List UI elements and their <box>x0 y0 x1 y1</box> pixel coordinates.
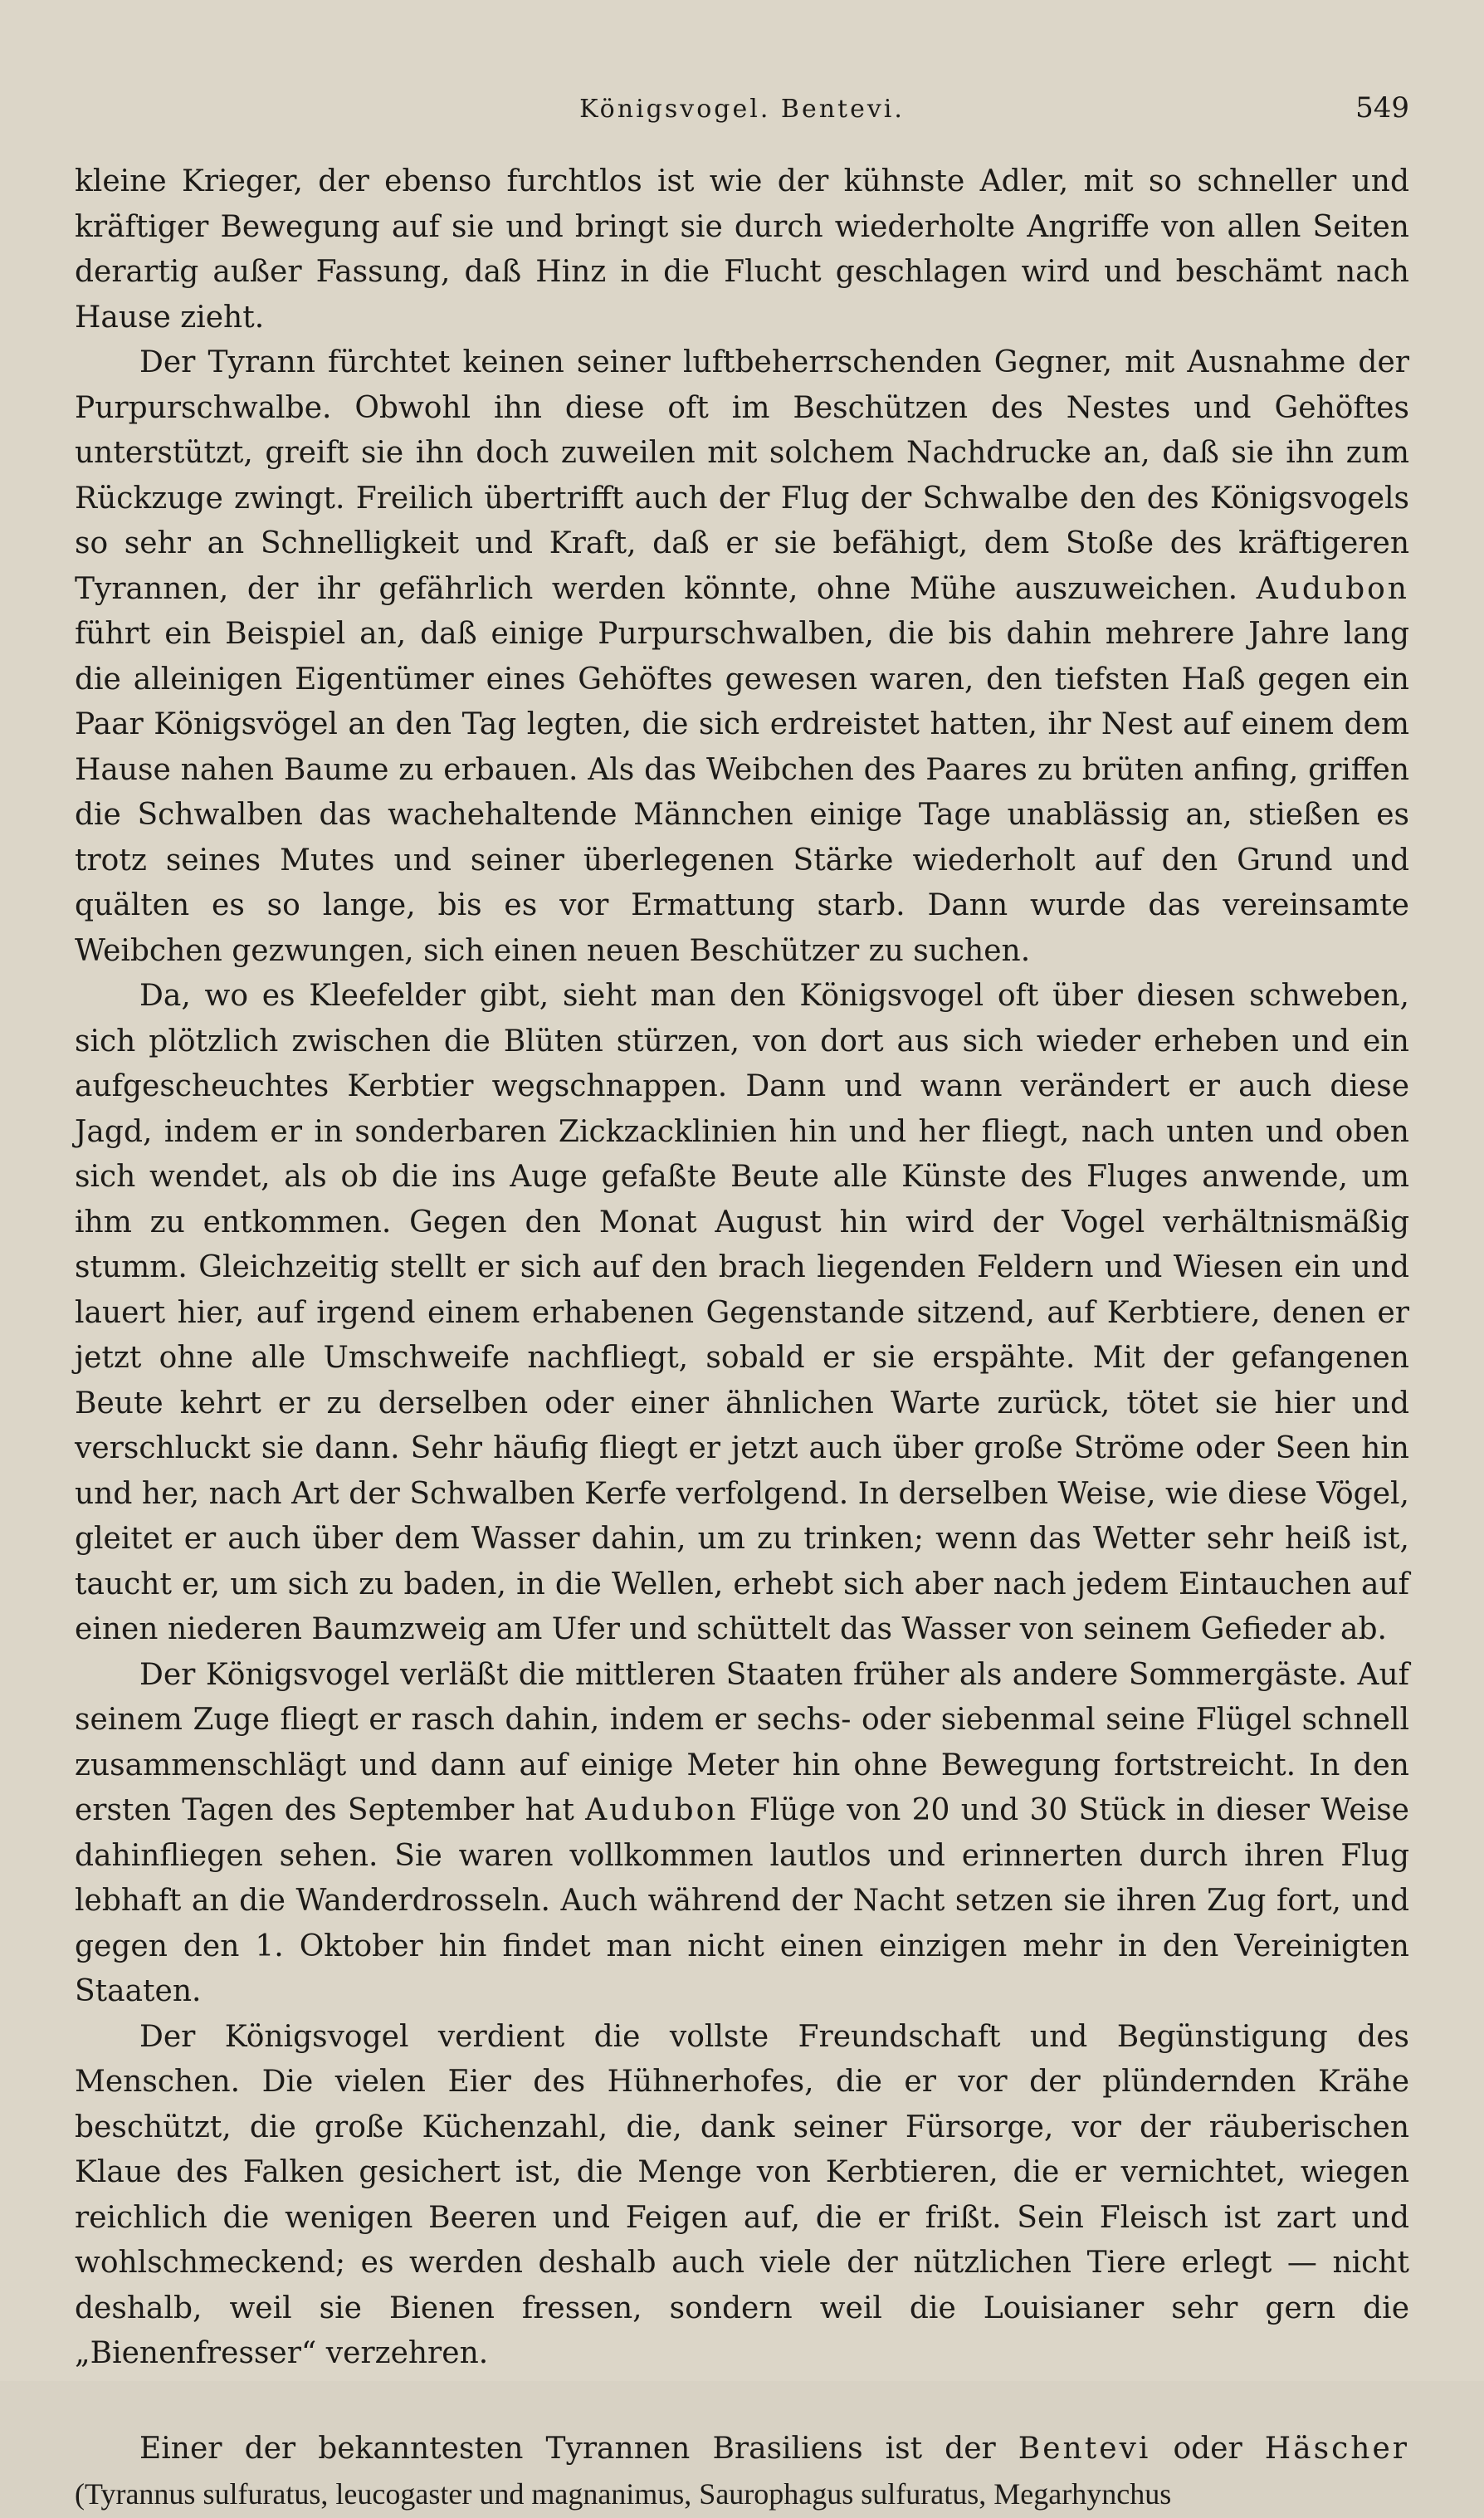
paragraph-2-text-b: führt ein Beispiel an, daß einige Purpurschwalben, die bis dahin mehrere Jahre lang die alleinigen Eigentümer eines Gehöftes gewesen waren, den tiefsten Haß gegen ein Paar Königsvögel an den Tag legten, die sich erdreistet hatten, ihr Nest auf einem dem Hause nahen Baume zu erbauen. Als das Weibchen des Paares zu brüten anfing, griffen die Schwalben das wachehaltende Männchen einige Tage unablässig an, stießen es trotz seines Mutes und seiner überlegenen Stärke wiederholt auf den Grund und quälten es so lange, bis es vor Ermattung starb. Dann wurde das vereinsamte Weibchen gezwungen, sich einen neuen Beschützer zu suchen. <box>75 617 1409 968</box>
paragraph-5 <box>75 2015 1409 2377</box>
paragraph-1 <box>75 159 1409 340</box>
author-name-audubon: Audubon <box>1256 571 1409 606</box>
species-name-haescher: Häscher <box>1264 2431 1409 2466</box>
paragraph-6-text-b: oder <box>1173 2431 1242 2466</box>
species-name-bentevi: Bentevi <box>1018 2431 1151 2466</box>
page-number: 549 <box>1355 91 1409 125</box>
latin-names: (Tyrannus sulfuratus, leucogaster und magnanimus, Saurophagus sulfuratus, Megarhynchus <box>75 2477 1172 2511</box>
running-title: Königsvogel. Bentevi. <box>579 95 905 124</box>
paragraph-4-text-a: Der Königsvogel verläßt die mittleren Staaten früher als andere Sommergäste. Auf seinem Zuge fliegt er rasch dahin, indem er sechs- oder siebenmal seine Flügel schnell zusammenschlägt und dann auf einige Meter hin ohne Bewegung fortstreicht. In den ersten Tagen des September hat <box>75 1657 1409 1827</box>
paragraph-5-text: Der Königsvogel verdient die vollste Freundschaft und Begünstigung des Menschen. Die vielen Eier des Hühnerhofes, die er vor der plündernden Krähe beschützt, die große Küchenzahl, die, dank seiner Fürsorge, vor der räuberischen Klaue des Falken gesichert ist, die Menge von Kerbtieren, die er vernichtet, wiegen reichlich die wenigen Beeren und Feigen auf, die er frißt. Sein Fleisch ist zart und wohlschmeckend; es werden deshalb auch viele der nützlichen Tiere erlegt — nicht deshalb, weil sie Bienen fressen, sondern weil die Louisianer sehr gern die „Bienenfresser“ verzehren. <box>75 2019 1409 2370</box>
paragraph-3 <box>75 974 1409 1653</box>
paragraph-1-text: kleine Krieger, der ebenso furchtlos ist wie der kühnste Adler, mit so schneller und kräftiger Bewegung auf sie und bringt sie durch wiederholte Angriffe von allen Seiten derartig außer Fassung, daß Hinz in die Flucht geschlagen wird und beschämt nach Hause zieht. <box>75 164 1409 335</box>
running-header <box>75 91 1409 141</box>
paragraph-6-text-a: Einer der bekanntesten Tyrannen Brasiliens ist der <box>139 2431 996 2466</box>
body-text <box>75 159 1409 2518</box>
author-name-audubon-2: Audubon <box>585 1793 739 1827</box>
section-gap <box>75 2377 1409 2427</box>
paragraph-3-text: Da, wo es Kleefelder gibt, sieht man den Königsvogel oft über diesen schweben, sich plötzlich zwischen die Blüten stürzen, von dort aus sich wieder erheben und ein aufgescheuchtes Kerbtier wegschnappen. Dann und wann verändert er auch diese Jagd, indem er in sonderbaren Zickzacklinien hin und her fliegt, nach unten und oben sich wendet, als ob die ins Auge gefaßte Beute alle Künste des Fluges anwende, um ihm zu entkommen. Gegen den Monat August hin wird der Vogel verhältnismäßig stumm. Gleichzeitig stellt er sich auf den brach liegenden Feldern und Wiesen ein und lauert hier, auf irgend einem erhabenen Gegenstande sitzend, auf Kerbtiere, denen er jetzt ohne alle Umschweife nachfliegt, sobald er sie erspähte. Mit der gefangenen Beute kehrt er zu derselben oder einer ähnlichen Warte zurück, tötet sie hier und verschluckt sie dann. Sehr häufig fliegt er jetzt auch über große Ströme oder Seen hin und her, nach Art der Schwalben Kerfe verfolgend. In derselben Weise, wie diese Vögel, gleitet er auch über dem Wasser dahin, um zu trinken; wenn das Wetter sehr heiß ist, taucht er, um sich zu baden, in die Wellen, erhebt sich aber nach jedem Eintauchen auf einen niederen Baumzweig am Ufer und schüttelt das Wasser von seinem Gefieder ab. <box>75 979 1409 1646</box>
paragraph-2 <box>75 340 1409 974</box>
paragraph-2-text-a: Der Tyrann fürchtet keinen seiner luftbeherrschenden Gegner, mit Ausnahme der Purpurschwalbe. Obwohl ihn diese oft im Beschützen des Nestes und Gehöftes unterstützt, greift sie ihn doch zuweilen mit solchem Nachdrucke an, daß sie ihn zum Rückzuge zwingt. Freilich übertrifft auch der Flug der Schwalbe den des Königsvogels so sehr an Schnelligkeit und Kraft, daß er sie befähigt, dem Stoße des kräftigeren Tyrannen, der ihr gefährlich werden könnte, ohne Mühe auszuweichen. <box>75 345 1409 606</box>
paragraph-4-text-b: Flüge von 20 und 30 Stück in dieser Weise dahinfliegen sehen. Sie waren vollkommen lautlos und erinnerten durch ihren Flug lebhaft an die Wanderdrosseln. Auch während der Nacht setzen sie ihren Zug fort, und gegen den 1. Oktober hin findet man nicht einen einzigen mehr in den Vereinigten Staaten. <box>75 1793 1409 2008</box>
paragraph-6 <box>75 2427 1409 2518</box>
paragraph-4 <box>75 1653 1409 2015</box>
